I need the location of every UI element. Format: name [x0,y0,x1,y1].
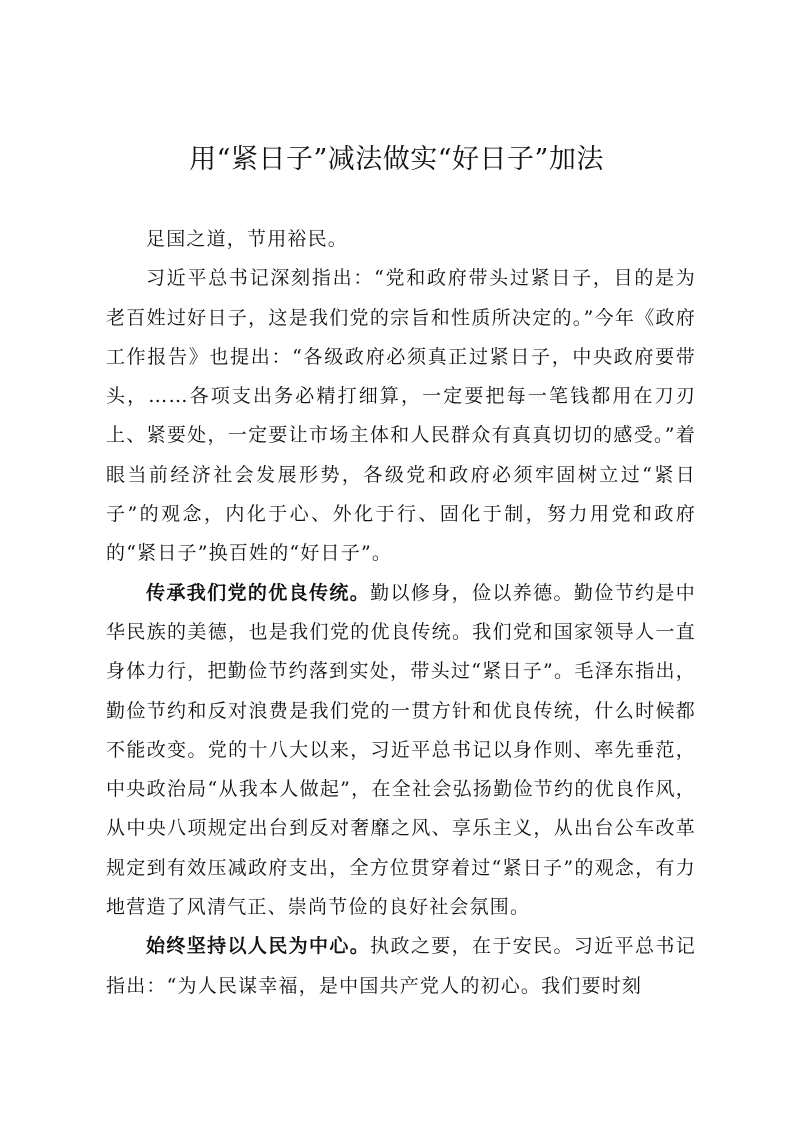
paragraph-text: 执政之要，在于安民。习近平总书记指出：“为人民谋幸福，是中国共产党人的初心。我们要时刻 [106,935,697,997]
paragraph-text: 足国之道，节用裕民。 [146,228,349,250]
document-body [106,220,696,1006]
paragraph-quote [106,259,696,573]
document-title: 用“紧日子”减法做实“好日子”加法 [189,144,604,175]
paragraph-tradition [106,574,696,928]
paragraph-lead: 传承我们党的优良传统。 [146,581,371,604]
paragraph-people-centered [106,927,696,1006]
paragraph-text: 习近平总书记深刻指出：“党和政府带头过紧日子，目的是为老百姓过好日子，这是我们党的宗旨和性质所决定的。”今年《政府工作报告》也提出：“各级政府必须真正过紧日子，中央政府要带头，……各项支出务必精打细算，一定要把每一笔钱都用在刀刃上、紧要处，一定要让市场主体和人民群众有真真切切的感受。”着眼当前经济社会发展形势，各级党和政府必须牢固树立过“紧日子”的观念，内化于心、外化于行、固化于制，努力用党和政府的“紧日子”换百姓的“好日子”。 [106,267,696,565]
paragraph-opening [106,220,696,259]
paragraph-text: 勤以修身，俭以养德。勤俭节约是中华民族的美德，也是我们党的优良传统。我们党和国家领导人一直身体力行，把勤俭节约落到实处，带头过“紧日子”。毛泽东指出，勤俭节约和反对浪费是我们党的一贯方针和优良传统，什么时候都不能改变。党的十八大以来，习近平总书记以身作则、率先垂范，中央政治局“从我本人做起”，在全社会弘扬勤俭节约的优良作风，从中央八项规定出台到反对奢靡之风、享乐主义，从出台公车改革规定到有效压减政府支出，全方位贯穿着过“紧日子”的观念，有力地营造了风清气正、崇尚节俭的良好社会氛围。 [106,581,697,919]
paragraph-lead: 始终坚持以人民为中心。 [146,935,371,958]
